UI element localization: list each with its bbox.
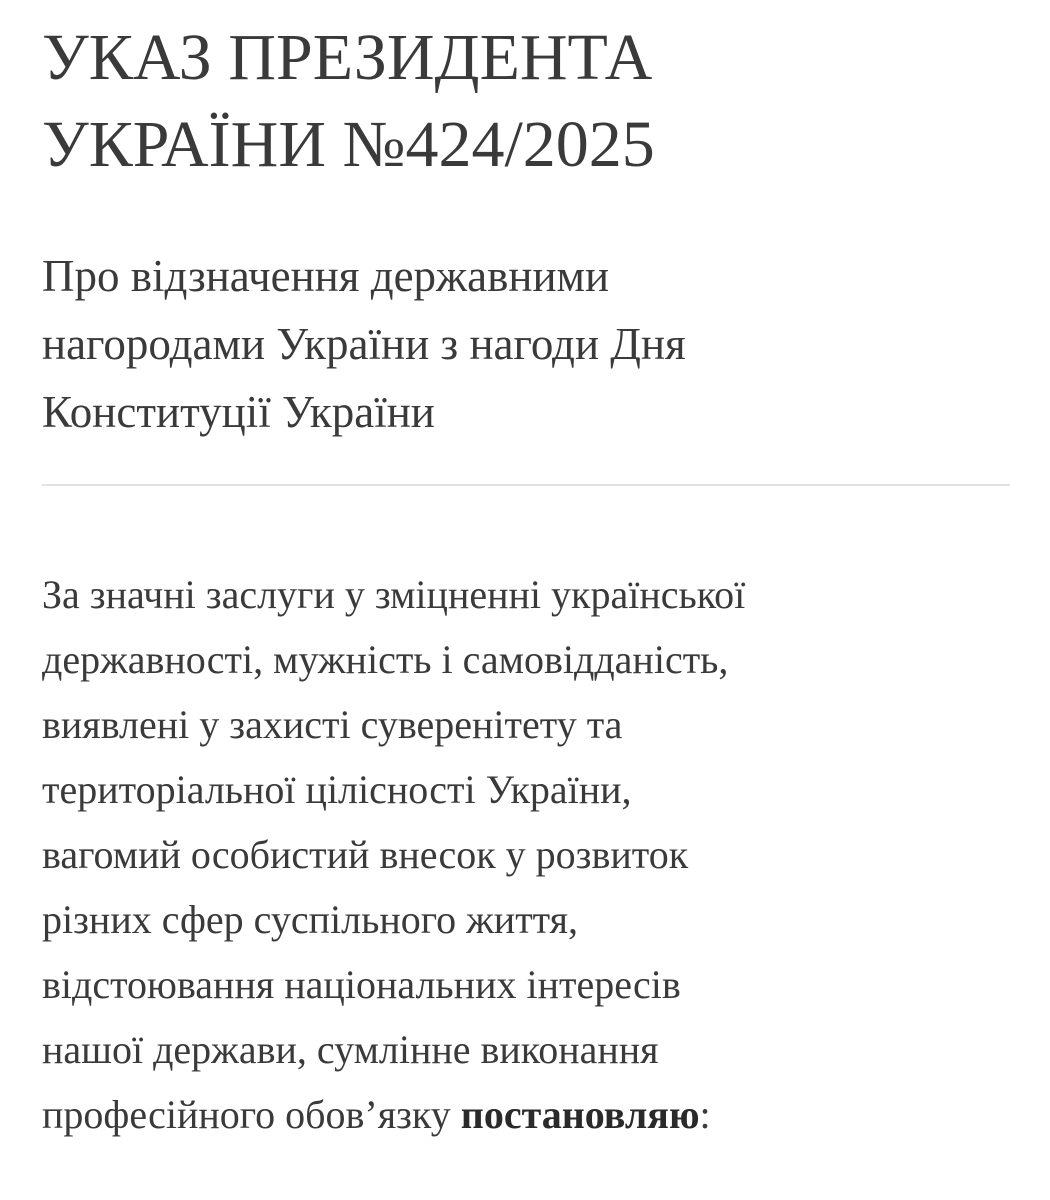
- decree-verb-emphasis: постановляю: [460, 1092, 700, 1137]
- body-line: відстоювання національних інтересів: [42, 962, 681, 1007]
- decree-title-line: УКАЗ ПРЕЗИДЕНТА: [42, 21, 653, 94]
- body-line: нашої держави, сумлінне виконання: [42, 1027, 659, 1072]
- decree-subtitle-line: нагородами України з нагоди Дня: [42, 319, 686, 369]
- decree-subtitle-line: Про відзначення державними: [42, 251, 610, 301]
- body-line: вагомий особистий внесок у розвиток: [42, 832, 689, 877]
- body-last-line-prefix: професійного обов’язку: [42, 1092, 461, 1137]
- decree-subtitle: [42, 242, 1010, 446]
- body-line: різних сфер суспільного життя,: [42, 897, 579, 942]
- body-line: виявлені у захисті суверенітету та: [42, 702, 623, 747]
- body-line: територіальної цілісності України,: [42, 767, 632, 812]
- decree-subtitle-line: Конституції України: [42, 387, 435, 437]
- body-line: За значні заслуги у зміцненні української: [42, 572, 746, 617]
- decree-title: [42, 0, 1010, 188]
- decree-body: [42, 562, 1010, 1147]
- body-last-line-suffix: :: [699, 1092, 711, 1137]
- decree-title-line: УКРАЇНИ №424/2025: [42, 108, 655, 181]
- body-last-line: [42, 1082, 1010, 1147]
- decree-page: [42, 0, 1010, 1147]
- body-line: державності, мужність і самовідданість,: [42, 637, 729, 682]
- section-divider: [42, 484, 1010, 486]
